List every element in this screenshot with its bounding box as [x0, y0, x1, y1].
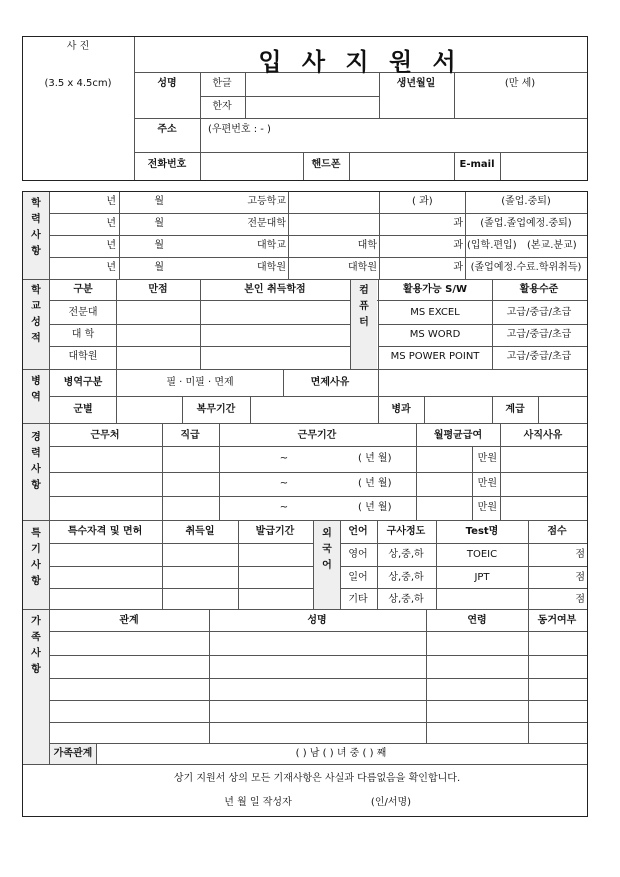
photo-size: (3.5 x 4.5cm) — [44, 78, 112, 89]
career-duration: ( 년 월) — [358, 478, 392, 489]
edu-dept: 과 — [453, 218, 463, 229]
lang-score: 점 — [575, 594, 585, 605]
grade-header: 구분 — [73, 284, 93, 295]
career-unit: 만원 — [477, 478, 497, 489]
edu-year: 년 — [106, 262, 116, 273]
computer-header: 활용수준 — [519, 284, 559, 295]
edu-status: (졸업.졸업예정.중퇴) — [480, 218, 572, 229]
computer-level[interactable]: 고급/중급/초급 — [506, 351, 572, 362]
lang-score: 점 — [575, 549, 585, 560]
date-author-line[interactable]: 년 월 일 작성자 — [224, 797, 292, 808]
foreign-language-label: 외국어 — [322, 528, 332, 571]
edu-year: 년 — [106, 196, 116, 207]
family-header: 성명 — [307, 615, 327, 626]
confirmation-text: 상기 지원서 상의 모든 기재사항은 사실과 다름없음을 확인합니다. — [173, 773, 461, 784]
edu-status: (졸업.중퇴) — [501, 196, 551, 207]
military-section-label: 병역 — [31, 376, 41, 403]
edu-month: 월 — [154, 196, 164, 207]
phone-label: 전화번호 — [147, 159, 187, 170]
zip-field[interactable]: (우편번호 : - ) — [208, 124, 271, 135]
edu-dept: 과 — [453, 262, 463, 273]
edu-year: 년 — [106, 240, 116, 251]
career-tilde: ~ — [279, 502, 289, 513]
name-label: 성명 — [157, 78, 177, 89]
special-header: 취득일 — [185, 526, 215, 537]
computer-sw: MS WORD — [409, 329, 461, 340]
edu-paren: ( 과) — [412, 196, 433, 207]
hanja-name-field[interactable] — [247, 98, 377, 116]
career-tilde: ~ — [279, 478, 289, 489]
career-header: 사직사유 — [523, 430, 563, 441]
lang-name: 영어 — [348, 549, 368, 560]
career-header: 월평균급여 — [433, 430, 483, 441]
address-label: 주소 — [157, 124, 177, 135]
lang-test: TOEIC — [466, 549, 498, 560]
edu-status: (본교.분교) — [527, 240, 577, 251]
lang-level[interactable]: 상,중,하 — [388, 594, 424, 605]
email-label: E-mail — [459, 159, 495, 170]
special-header: 특수자격 및 면허 — [67, 526, 143, 537]
edu-school: 대학원 — [257, 262, 286, 273]
computer-section-label: 컴퓨터 — [359, 285, 369, 328]
lang-name: 기타 — [348, 594, 368, 605]
corps-label: 병과 — [391, 404, 411, 415]
military-type-label: 병역구분 — [63, 377, 103, 388]
career-tilde: ~ — [279, 453, 289, 464]
grades-section-label: 학교성적 — [31, 285, 41, 344]
photo-label: 사 진 — [66, 41, 90, 52]
career-header: 근무기간 — [297, 430, 337, 441]
computer-header: 활용가능 S/W — [402, 284, 468, 295]
edu-college: 대학원 — [348, 262, 377, 273]
computer-sw: MS POWER POINT — [390, 351, 480, 362]
service-period-label: 복무기간 — [196, 404, 236, 415]
edu-year: 년 — [106, 218, 116, 229]
family-section-label: 가족사항 — [31, 616, 41, 675]
edu-month: 월 — [154, 262, 164, 273]
edu-school: 대학교 — [257, 240, 286, 251]
edu-college: 대학 — [357, 240, 377, 251]
lang-header: 점수 — [547, 526, 567, 537]
lang-score: 점 — [575, 572, 585, 583]
exempt-reason-label: 면제사유 — [310, 377, 350, 388]
special-header: 발급기간 — [255, 526, 295, 537]
grade-row-label: 전문대 — [68, 307, 98, 318]
career-header: 근무처 — [90, 430, 120, 441]
lang-level[interactable]: 상,중,하 — [388, 572, 424, 583]
education-section-label: 학력사항 — [31, 198, 41, 257]
lang-header: Test명 — [465, 526, 499, 537]
computer-sw: MS EXCEL — [410, 307, 460, 318]
family-header: 동거여부 — [537, 615, 577, 626]
lang-header: 구사정도 — [386, 526, 426, 537]
branch-label: 군별 — [73, 404, 93, 415]
lang-level[interactable]: 상,중,하 — [388, 549, 424, 560]
edu-month: 월 — [154, 240, 164, 251]
computer-level[interactable]: 고급/중급/초급 — [506, 307, 572, 318]
military-type-options[interactable]: 필 · 미필 · 면제 — [166, 377, 234, 388]
birth-label: 생년월일 — [396, 78, 436, 89]
family-relation-label: 가족관계 — [53, 748, 93, 759]
career-section-label: 경력사항 — [31, 432, 41, 491]
hangul-name-field[interactable] — [247, 74, 377, 94]
career-unit: 만원 — [477, 453, 497, 464]
edu-school: 전문대학 — [247, 218, 286, 229]
lang-header: 언어 — [348, 526, 368, 537]
career-header: 직급 — [180, 430, 200, 441]
grade-row-label: 대학원 — [68, 351, 98, 362]
career-duration: ( 년 월) — [358, 453, 392, 464]
career-duration: ( 년 월) — [358, 502, 392, 513]
career-unit: 만원 — [477, 502, 497, 513]
grade-row-label: 대 학 — [71, 329, 95, 340]
lang-name: 일어 — [348, 572, 368, 583]
page-title: 입 사 지 원 서 — [258, 48, 462, 76]
special-section-label: 특기사항 — [31, 528, 41, 587]
edu-dept: 과 — [453, 240, 463, 251]
mobile-label: 핸드폰 — [311, 159, 341, 170]
lang-test: JPT — [474, 572, 490, 583]
grade-header: 만점 — [148, 284, 168, 295]
edu-month: 월 — [154, 218, 164, 229]
family-header: 관계 — [119, 615, 139, 626]
grade-header: 본인 취득학점 — [244, 284, 306, 295]
family-relation-text[interactable]: ( ) 남 ( ) 녀 중 ( ) 째 — [295, 748, 387, 759]
signature-label[interactable]: (인/서명) — [370, 797, 412, 808]
hanja-label: 한자 — [212, 101, 232, 112]
family-header: 연령 — [467, 615, 487, 626]
edu-school: 고등학교 — [247, 196, 286, 207]
edu-status: (졸업예정.수료.학위취득) — [470, 262, 582, 273]
age-text[interactable]: (만 세) — [504, 78, 536, 89]
edu-admission: (입학.편입) — [467, 240, 517, 251]
computer-level[interactable]: 고급/중급/초급 — [506, 329, 572, 340]
hangul-label: 한글 — [212, 78, 232, 89]
rank-label: 계급 — [505, 404, 525, 415]
